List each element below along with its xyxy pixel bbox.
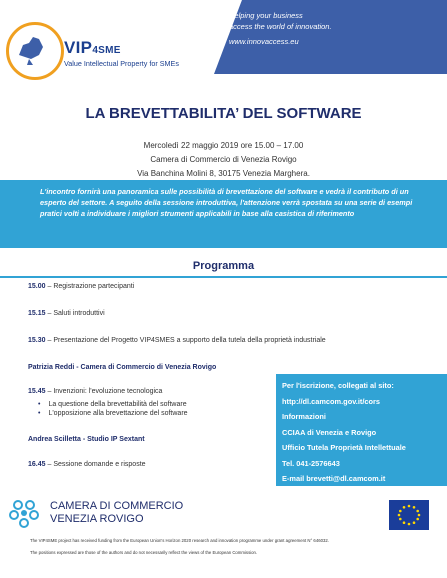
- event-venue: Camera di Commercio di Venezia Rovigo: [150, 155, 297, 164]
- chamber-name-line2: VENEZIA ROVIGO: [50, 513, 144, 525]
- intro-text: L'incontro fornirà una panoramica sulle possibilità di brevettazione del software e vedrà il contributo di un esperto del settore. A seguito della sessione introduttiva, l'attenzione verrà spostata su una serie di esempi pratici volti a individuare i migliori strumenti applicabili in base alla casistica di riferimento: [40, 187, 413, 218]
- registration-info: [282, 378, 442, 487]
- program-text: – Registrazione partecipanti: [45, 283, 135, 290]
- banner-line1: Helping your business: [229, 11, 303, 20]
- event-date: Mercoledì 22 maggio 2019 ore 15.00 – 17.00: [143, 141, 304, 150]
- registration-phone: Tel. 041-2576643: [282, 458, 340, 468]
- program-text: – Invenzioni: l'evoluzione tecnologica: [45, 388, 163, 395]
- banner-line2: access the world of innovation.: [229, 22, 332, 31]
- program-item: [28, 337, 326, 344]
- program-text: – Saluti introduttivi: [45, 310, 105, 317]
- chamber-logo-icon: [8, 497, 40, 529]
- banner-url[interactable]: www.innovaccess.eu: [229, 37, 299, 46]
- program-time: 15.00: [28, 283, 46, 290]
- logo-name-suffix: 4SME: [92, 45, 121, 56]
- program-time: 16.45: [28, 461, 46, 468]
- program-text: – Presentazione del Progetto VIP4SMES a supporto della tutela della proprietà industriale: [45, 337, 326, 344]
- speaker-scilletta: Andrea Scilletta - Studio IP Sextant: [28, 436, 145, 443]
- registration-line: Per l'iscrizione, collegati al sito:: [282, 381, 394, 390]
- programma-divider: [0, 276, 447, 278]
- program-time: 15.15: [28, 310, 46, 317]
- topic-item: • L'opposizione alla brevettazione del software: [38, 409, 188, 418]
- vip4sme-logo: [6, 22, 196, 84]
- topic-item: • La questione della brevettabilità del software: [38, 400, 188, 409]
- europe-map-icon: [6, 22, 64, 80]
- chamber-name: [50, 500, 183, 526]
- program-item: [28, 388, 162, 395]
- event-address: Via Banchina Molini 8, 30175 Venezia Marghera.: [137, 169, 310, 178]
- registration-email[interactable]: E-mail brevetti@dl.camcom.it: [282, 474, 386, 483]
- funding-disclaimer: The VIP4SME project has received funding from the European Union's Horizon 2020 research and innovation programme under grant agreement N° 646032.: [30, 538, 329, 543]
- logo-tagline: Value Intellectual Property for SMEs: [64, 59, 179, 68]
- page-title: LA BREVETTABILITA’ DEL SOFTWARE: [85, 105, 362, 122]
- program-text: – Sessione domande e risposte: [45, 461, 146, 468]
- opinion-disclaimer: The positions expressed are those of the authors and do not necessarily reflect the views of the European Commission.: [30, 550, 258, 555]
- program-time: 15.30: [28, 337, 46, 344]
- logo-name-main: VIP: [64, 38, 93, 57]
- topic-list: [38, 400, 188, 418]
- program-time: 15.45: [28, 388, 46, 395]
- speaker-reddi: Patrizia Reddi - Camera di Commercio di Venezia Rovigo: [28, 364, 217, 371]
- registration-link[interactable]: http://dl.camcom.gov.it/cors: [282, 396, 381, 406]
- registration-line: Ufficio Tutela Proprietà Intellettuale: [282, 443, 406, 452]
- chamber-name-line1: CAMERA DI COMMERCIO: [50, 500, 184, 512]
- logo-name: [64, 38, 121, 58]
- registration-line: CCIAA di Venezia e Rovigo: [282, 427, 377, 437]
- program-item: [28, 310, 105, 317]
- programma-title: Programma: [192, 260, 255, 272]
- banner-text: [229, 10, 389, 47]
- program-item: [28, 283, 134, 290]
- eu-flag-icon: [389, 500, 429, 530]
- event-details: [0, 139, 447, 181]
- registration-line: Informazioni: [282, 412, 326, 421]
- program-item: [28, 461, 146, 468]
